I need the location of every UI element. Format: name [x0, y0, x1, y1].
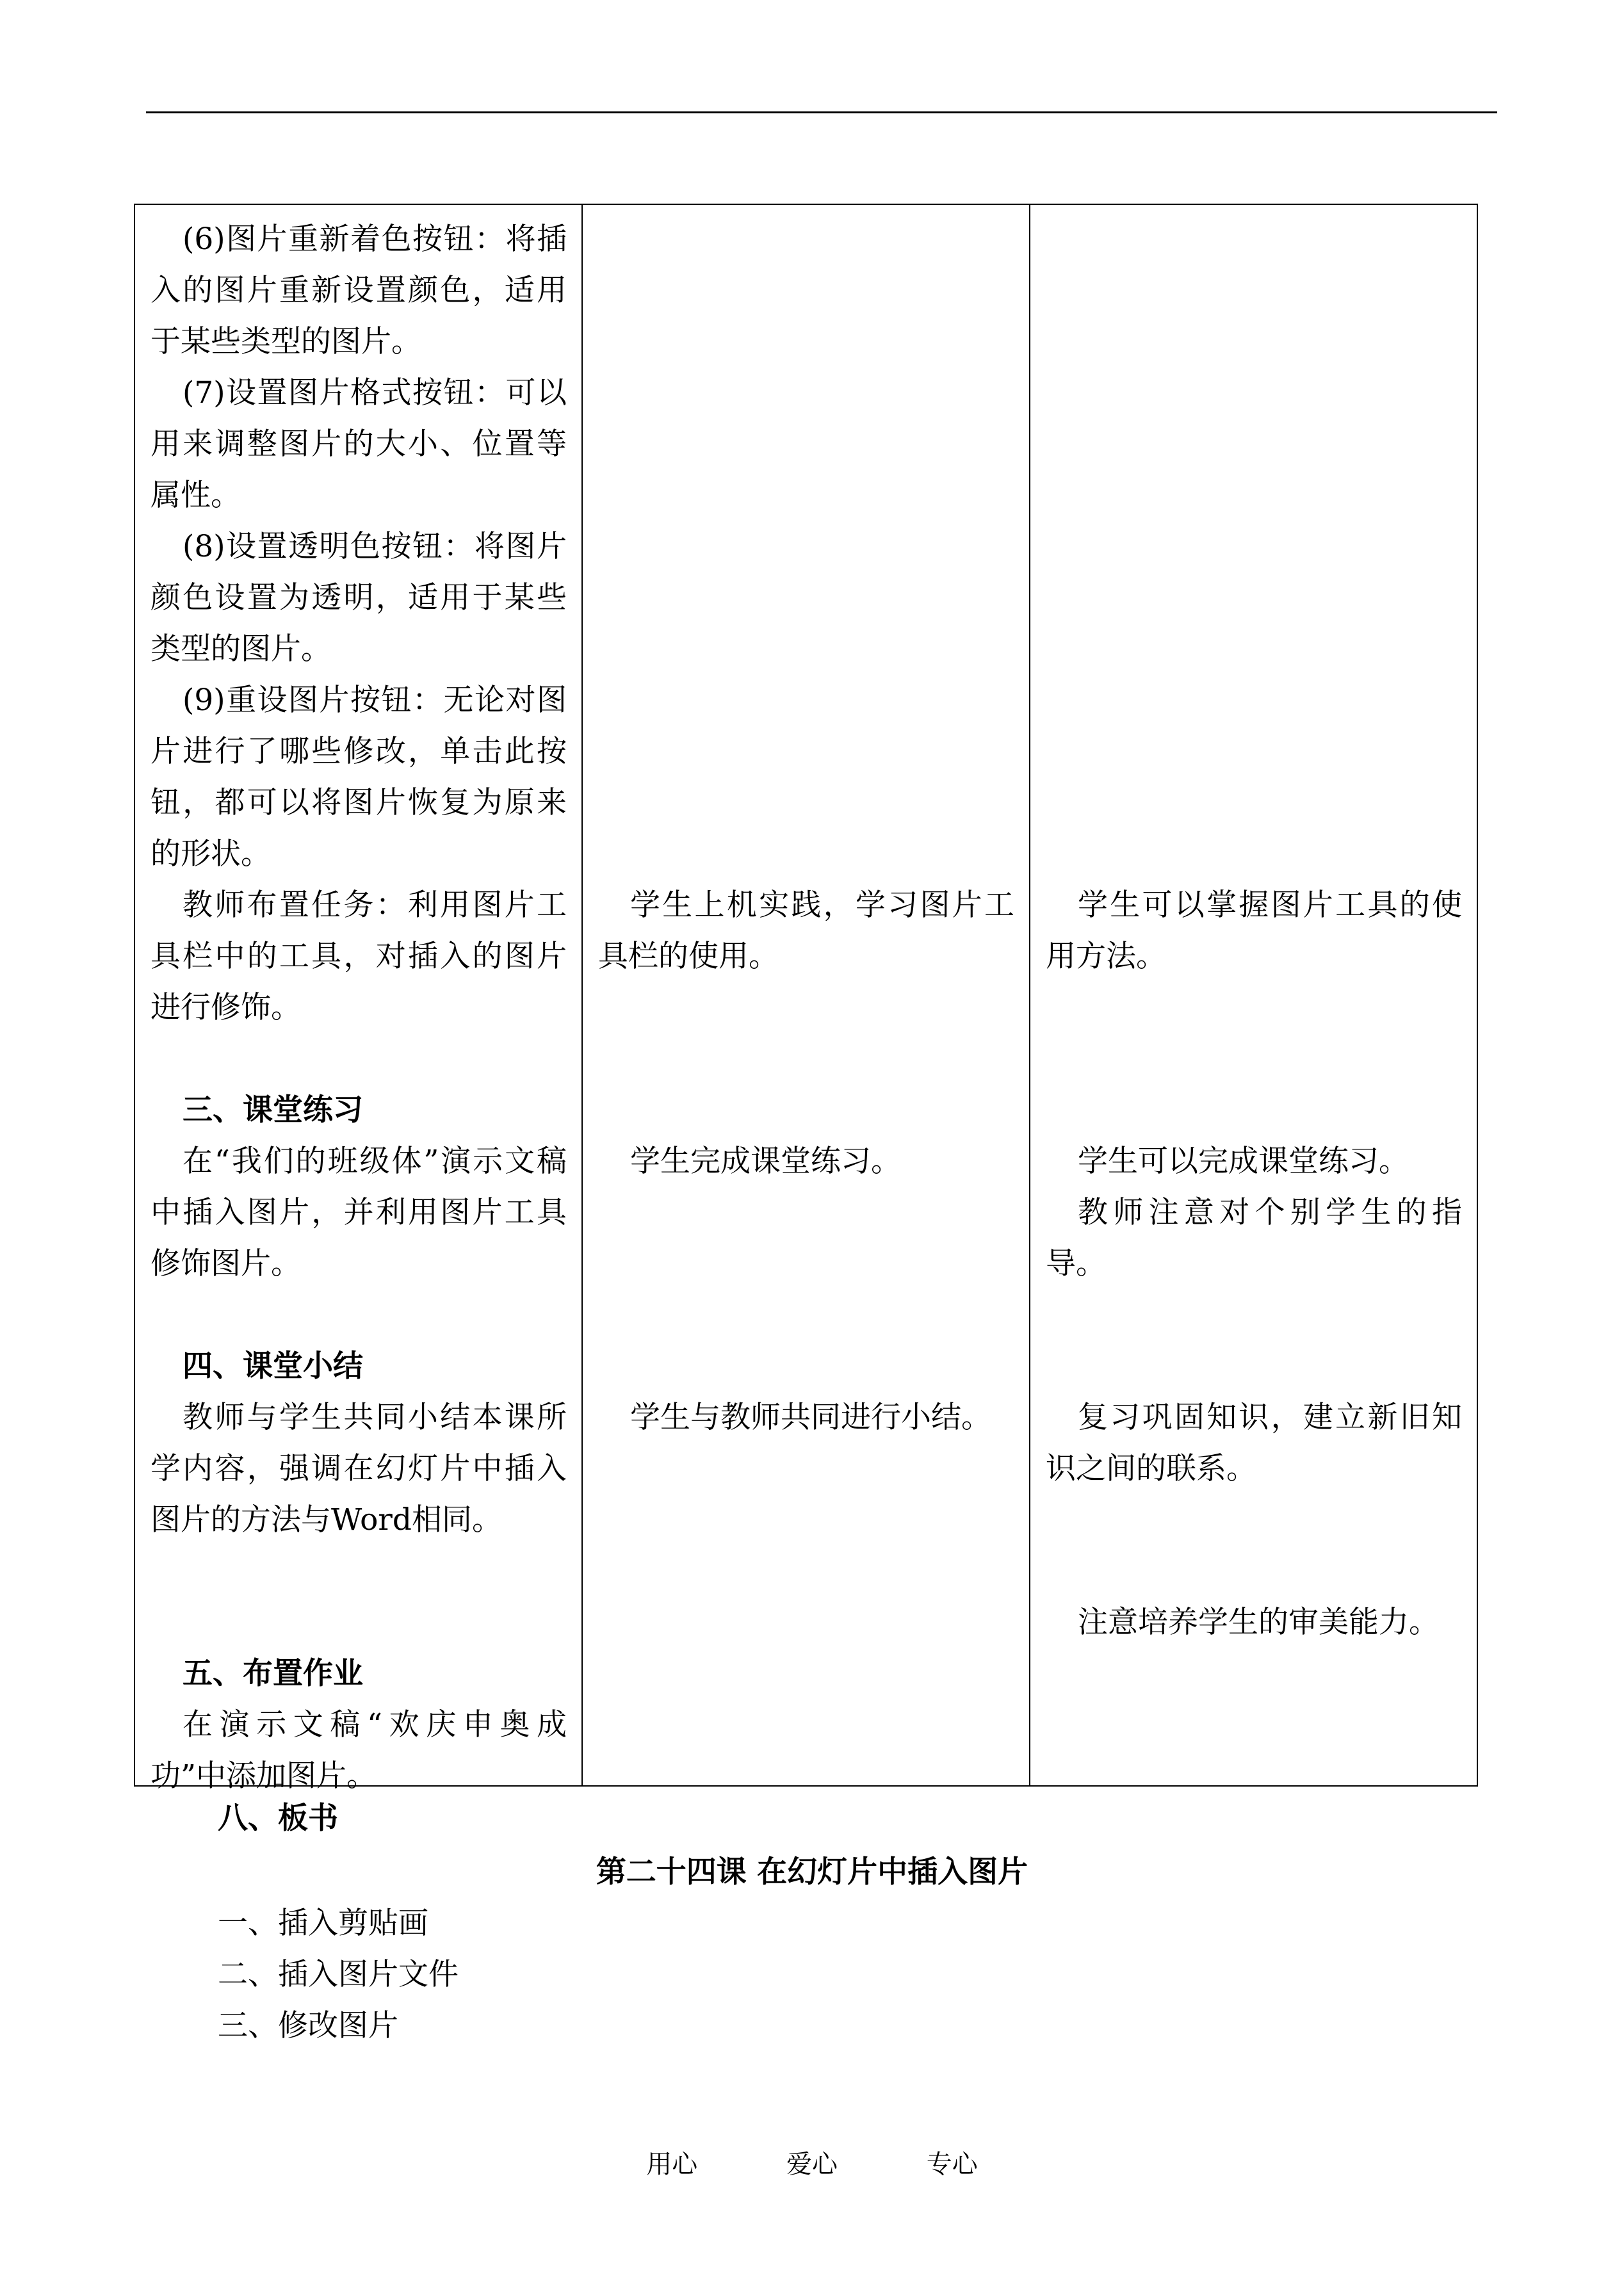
section-heading: 四、课堂小结 — [183, 1349, 363, 1384]
col1-para: 在“我们的班级体”演示文稿中插入图片，并利用图片工具修饰图片。 — [150, 1144, 567, 1281]
board-item: 二、插入图片文件 — [218, 1957, 459, 1992]
col1-para: 在演示文稿“欢庆申奥成功”中添加图片。 — [150, 1707, 567, 1794]
col1-para: (9)重设图片按钮：无论对图片进行了哪些修改，单击此按钮，都可以将图片恢复为原来的形状。 — [150, 683, 567, 872]
col3-para: 学生可以掌握图片工具的使用方法。 — [1046, 888, 1462, 974]
teacher-activity-cell — [134, 204, 582, 1794]
col2-para: 学生上机实践，学习图片工具栏的使用。 — [598, 888, 1014, 974]
board-title: 第二十四课 在幻灯片中插入图片 — [596, 1854, 1028, 1890]
col1-para: 教师与学生共同小结本课所学内容，强调在幻灯片中插入图片的方法与Word相同。 — [150, 1400, 567, 1537]
footer-word: 专心 — [926, 2150, 978, 2179]
col3-para: 注意培养学生的审美能力。 — [1078, 1605, 1439, 1640]
col1-para: (6)图片重新着色按钮：将插入的图片重新设置颜色，适用于某些类型的图片。 — [150, 222, 567, 359]
col1-para: (7)设置图片格式按钮：可以用来调整图片的大小、位置等属性。 — [150, 375, 567, 513]
col1-para: 教师布置任务：利用图片工具栏中的工具，对插入的图片进行修饰。 — [150, 888, 567, 1025]
header-rule — [146, 111, 1497, 113]
section-heading: 五、布置作业 — [183, 1656, 363, 1691]
col3-para: 教师注意对个别学生的指导。 — [1046, 1195, 1462, 1281]
board-item: 三、修改图片 — [218, 2008, 398, 2043]
col1-para: (8)设置透明色按钮：将图片颜色设置为透明，适用于某些类型的图片。 — [150, 529, 567, 667]
footer-word: 用心 — [646, 2150, 698, 2179]
student-activity-cell — [582, 204, 1030, 1786]
lesson-table — [134, 204, 1478, 1794]
col3-para: 学生可以完成课堂练习。 — [1078, 1144, 1409, 1179]
footer-word: 爱心 — [786, 2150, 838, 2179]
board-label: 八、板书 — [218, 1801, 338, 1836]
col2-para: 学生完成课堂练习。 — [630, 1144, 901, 1179]
section-heading: 三、课堂练习 — [183, 1092, 363, 1128]
col3-para: 复习巩固知识，建立新旧知识之间的联系。 — [1046, 1400, 1462, 1486]
col2-para: 学生与教师共同进行小结。 — [630, 1400, 991, 1435]
design-intent-cell — [1030, 204, 1477, 1786]
table-row — [134, 204, 1477, 1786]
page-footer — [0, 2144, 1624, 2180]
board-item: 一、插入剪贴画 — [218, 1906, 428, 1941]
